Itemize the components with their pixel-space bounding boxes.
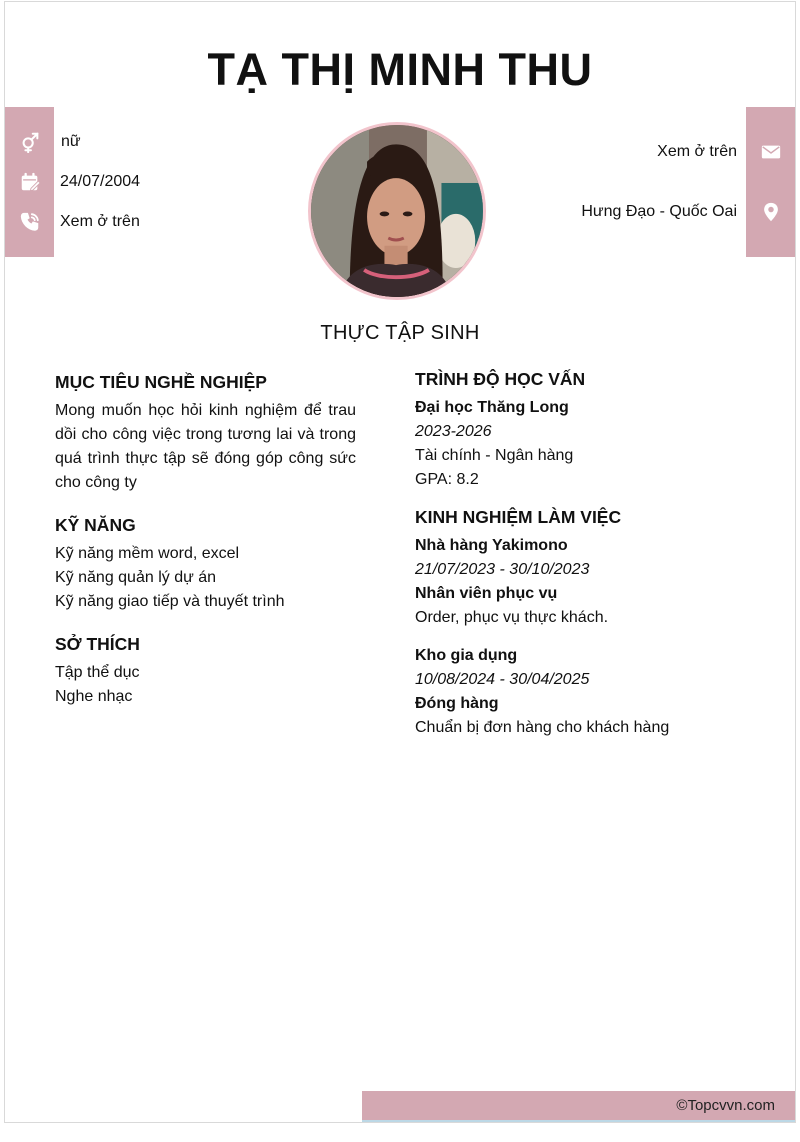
calendar-icon	[5, 167, 54, 197]
experience-title: KINH NGHIỆM LÀM VIỆC	[415, 507, 622, 527]
phone-icon	[5, 207, 54, 237]
job-position: THỰC TẬP SINH	[320, 322, 480, 344]
right-column	[415, 369, 755, 740]
job-role: Nhân viên phục vụ	[415, 585, 558, 602]
left-icon-bar	[5, 107, 54, 257]
job-role: Đóng hàng	[415, 695, 499, 712]
skill-item: Kỹ năng mềm word, excel	[55, 545, 240, 562]
phone-value: Xem ở trên	[60, 213, 140, 230]
cv-page	[4, 1, 796, 1123]
experience-entry	[415, 644, 755, 740]
skills-section	[55, 515, 356, 614]
gender-value: nữ	[61, 133, 81, 150]
birthdate-value: 24/07/2004	[60, 173, 141, 190]
footer-credit-link[interactable]: ©Topcvvn.com	[676, 1097, 775, 1114]
skill-item: Kỹ năng quản lý dự án	[55, 569, 217, 586]
objective-text: Mong muốn học hỏi kinh nghiệm để trau dồi cho công việc trong tương lai và trong quá trình thực tập sẽ đóng góp công sức cho công ty	[55, 402, 356, 491]
skills-title: KỸ NĂNG	[55, 515, 136, 535]
school-name: Đại học Thăng Long	[415, 399, 569, 416]
hobby-item: Tập thể dục	[55, 664, 140, 681]
education-gpa: GPA: 8.2	[415, 471, 479, 488]
objective-title: MỤC TIÊU NGHỀ NGHIỆP	[55, 372, 267, 392]
job-description: Order, phục vụ thực khách.	[415, 609, 609, 626]
objective-section	[55, 372, 356, 495]
email-value: Xem ở trên	[657, 143, 737, 160]
hobby-item: Nghe nhạc	[55, 688, 133, 705]
right-icon-bar	[746, 107, 795, 257]
education-period: 2023-2026	[415, 423, 492, 440]
company-name: Kho gia dụng	[415, 647, 518, 664]
hobbies-section	[55, 634, 356, 709]
footer-bar	[362, 1091, 796, 1122]
hobbies-title: SỞ THÍCH	[55, 634, 140, 654]
company-name: Nhà hàng Yakimono	[415, 537, 568, 554]
education-title: TRÌNH ĐỘ HỌC VẤN	[415, 369, 586, 389]
experience-section	[415, 507, 755, 740]
left-column	[55, 372, 356, 709]
location-pin-icon	[746, 197, 795, 227]
job-period: 10/08/2024 - 30/04/2025	[415, 671, 590, 688]
address-value: Hưng Đạo - Quốc Oai	[581, 203, 737, 220]
education-major: Tài chính - Ngân hàng	[415, 447, 574, 464]
education-section	[415, 369, 755, 492]
job-description: Chuẩn bị đơn hàng cho khách hàng	[415, 719, 670, 736]
skill-item: Kỹ năng giao tiếp và thuyết trình	[55, 593, 285, 610]
job-period: 21/07/2023 - 30/10/2023	[415, 561, 590, 578]
gender-icon	[5, 127, 54, 157]
experience-entry	[415, 534, 755, 630]
avatar	[308, 122, 486, 300]
full-name: TẠ THỊ MINH THU	[207, 44, 593, 95]
email-icon	[746, 137, 795, 167]
